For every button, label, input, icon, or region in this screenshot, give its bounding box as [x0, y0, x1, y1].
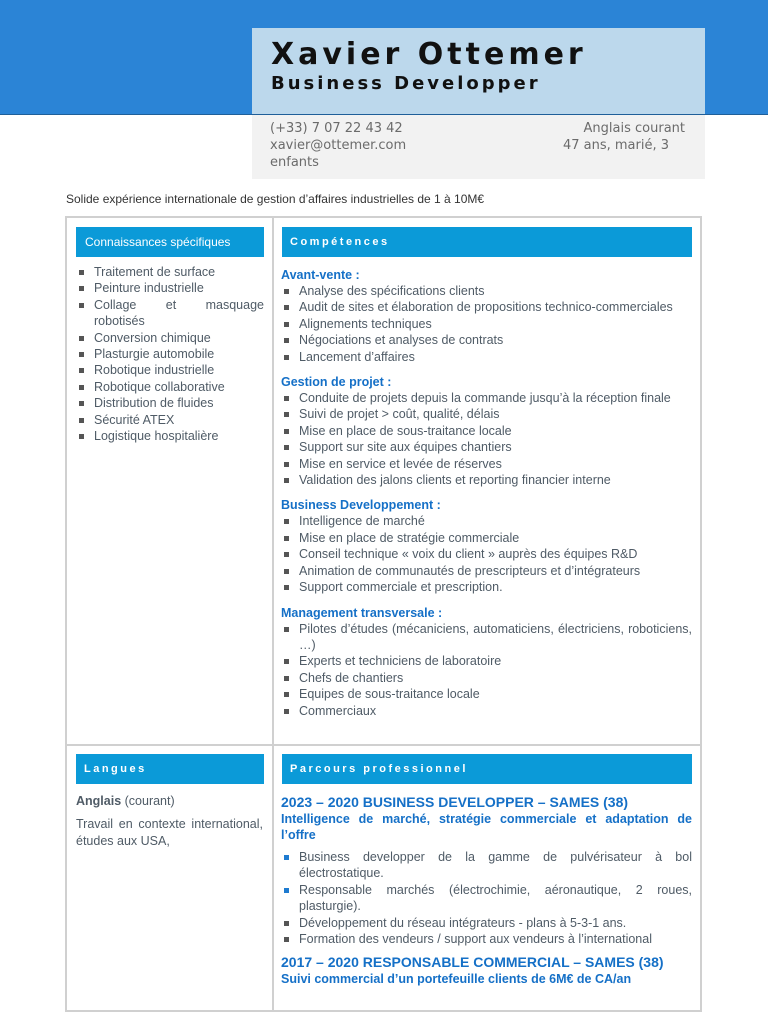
list-item: Animation de communautés de prescripteurs et d’intégrateurs [281, 563, 692, 579]
summary: Solide expérience internationale de gestion d’affaires industrielles de 1 à 10M€ [66, 192, 485, 206]
job2-subtitle: Suivi commercial d’un portefeuille clients de 6M€ de CA/an [281, 972, 632, 987]
candidate-name: Xavier Ottemer [271, 37, 587, 72]
phone: (+33) 7 07 22 43 42 [270, 121, 403, 136]
skills-list [281, 390, 692, 488]
job1-subtitle: Intelligence de marché, stratégie commerciale et adaptation de l’offre [281, 812, 692, 842]
skills-list [281, 621, 692, 719]
list-item: Sécurité ATEX [76, 412, 264, 428]
job2-title: 2017 – 2020 RESPONSABLE COMMERCIAL – SAMES (38) [281, 954, 664, 971]
skills-section [281, 267, 692, 719]
list-item: Commerciaux [281, 703, 692, 719]
list-item: Collage et masquage robotisés [76, 297, 264, 330]
list-item: Peinture industrielle [76, 280, 264, 296]
skills-list [281, 283, 692, 365]
knowledge-list [76, 264, 264, 444]
list-item: Conduite de projets depuis la commande jusqu’à la réception finale [281, 390, 692, 406]
list-item: Chefs de chantiers [281, 670, 692, 686]
row-divider [67, 744, 700, 746]
list-item: Conversion chimique [76, 330, 264, 346]
name-box [252, 28, 705, 114]
list-item: Conseil technique « voix du client » auprès des équipes R&D [281, 546, 692, 562]
list-item: Mise en service et levée de réserves [281, 456, 692, 472]
list-item: Analyse des spécifications clients [281, 283, 692, 299]
list-item: Validation des jalons clients et reporting financier interne [281, 472, 692, 488]
skills-section-title: Management transversale : [281, 605, 443, 620]
list-item: Logistique hospitalière [76, 428, 264, 444]
contact-box [252, 115, 705, 179]
list-item: Plasturgie automobile [76, 346, 264, 362]
skills-section-title: Business Developpement : [281, 498, 441, 513]
skills-list [281, 513, 692, 595]
language-level: (courant) [121, 794, 175, 808]
list-item: Support sur site aux équipes chantiers [281, 439, 692, 455]
list-item: Audit de sites et élaboration de propositions technico-commerciales [281, 299, 692, 315]
job1-list-2 [281, 915, 692, 948]
list-item: Mise en place de sous-traitance locale [281, 423, 692, 439]
career-section [281, 793, 692, 987]
email: xavier@ottemer.com [270, 138, 407, 153]
list-item: Suivi de projet > coût, qualité, délais [281, 406, 692, 422]
list-item: Equipes de sous-traitance locale [281, 686, 692, 702]
knowledge-header: Connaissances spécifiques [76, 227, 264, 257]
job1-title: 2023 – 2020 BUSINESS DEVELOPPER – SAMES (38) [281, 794, 629, 810]
list-item: Distribution de fluides [76, 395, 264, 411]
resume-grid [65, 216, 702, 1012]
list-item: Robotique collaborative [76, 379, 264, 395]
skills-section-title: Avant-vente : [281, 268, 360, 282]
list-item: Pilotes d’études (mécaniciens, automaticiens, électriciens, roboticiens, …) [281, 621, 692, 654]
language-entry [76, 793, 263, 809]
career-header: Parcours professionnel [282, 754, 692, 784]
list-item: Support commerciale et prescription. [281, 579, 692, 595]
languages-section [76, 793, 263, 849]
list-item: Lancement d’affaires [281, 349, 692, 365]
language-name: Anglais [76, 794, 122, 808]
language-level: Anglais courant [583, 121, 685, 136]
list-item: Intelligence de marché [281, 513, 692, 529]
personal-status: 47 ans, marié, 3 [562, 138, 669, 153]
job1-list [281, 849, 692, 915]
column-divider [272, 218, 274, 1010]
list-item: Négociations et analyses de contrats [281, 332, 692, 348]
list-item: Traitement de surface [76, 264, 264, 280]
list-item: Responsable marchés (électrochimie, aéronautique, 2 roues, plasturgie). [281, 882, 692, 915]
skills-header: Compétences [282, 227, 692, 257]
list-item: Robotique industrielle [76, 362, 264, 378]
list-item: Mise en place de stratégie commerciale [281, 530, 692, 546]
skills-section-title: Gestion de projet : [281, 375, 392, 390]
list-item: Formation des vendeurs / support aux vendeurs à l’international [281, 931, 692, 947]
languages-header: Langues [76, 754, 264, 784]
list-item: Développement du réseau intégrateurs - plans à 5-3-1 ans. [281, 915, 692, 931]
job-title: Business Developper [271, 73, 541, 94]
personal-status-cont: enfants [270, 155, 319, 170]
knowledge-section [76, 264, 264, 444]
language-note: Travail en contexte international, études aux USA, [76, 817, 263, 848]
list-item: Business developper de la gamme de pulvérisateur à bol électrostatique. [281, 849, 692, 882]
list-item: Alignements techniques [281, 316, 692, 332]
list-item: Experts et techniciens de laboratoire [281, 653, 692, 669]
